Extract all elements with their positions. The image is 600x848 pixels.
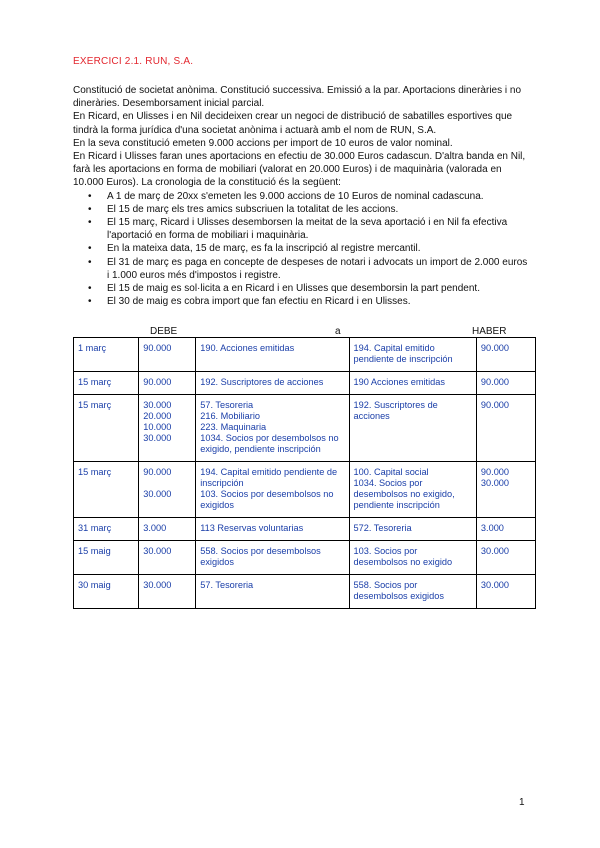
a-header: a bbox=[335, 326, 341, 337]
entry-date: 31 març bbox=[74, 518, 139, 541]
haber-amount bbox=[476, 372, 535, 395]
debe-amount bbox=[139, 395, 196, 462]
debe-account bbox=[196, 372, 349, 395]
journal-entry-row bbox=[74, 518, 536, 541]
haber-amount-line: 30.000 bbox=[480, 546, 510, 556]
exercise-statement bbox=[73, 84, 529, 308]
debe-amount-line: 30.000 bbox=[143, 580, 172, 590]
debe-account-line: 113 Reservas voluntarias bbox=[200, 523, 304, 533]
debe-amount-line: 20.000 bbox=[143, 411, 172, 421]
journal-entry-row bbox=[74, 372, 536, 395]
haber-account-line: 194. Capital emitido pendiente de inscripción bbox=[353, 343, 453, 364]
chronology-item: • El 31 de març es paga en concepte de despeses de notari i advocats un import de 2.000 euros i 1.000 euros més d'impostos i registre. bbox=[107, 256, 529, 282]
chronology-item: • El 15 de maig es sol·licita a en Ricard i en Ulisses que desemborsin la part pendent. bbox=[107, 282, 529, 295]
haber-account bbox=[349, 575, 476, 609]
debe-amount-line: 30.000 bbox=[143, 546, 172, 556]
statement-paragraph: En Ricard, en Ulisses i en Nil decideixen crear un negoci de distribució de sabatilles esportives que tindrà la forma jurídica d'una societat anònima i actuarà amb el nom de RUN, S.A. bbox=[73, 111, 513, 136]
journal-entry-row bbox=[74, 338, 536, 372]
chronology-item: • A 1 de març de 20xx s'emeten les 9.000 accions de 10 Euros de nominal cadascuna. bbox=[107, 190, 529, 203]
debe-account-line: 190. Acciones emitidas bbox=[200, 343, 295, 353]
haber-amount-line: 90.000 bbox=[480, 377, 510, 387]
debe-amount-line: 30.000 bbox=[143, 400, 172, 410]
exercise-title: EXERCICI 2.1. RUN, S.A. bbox=[73, 56, 194, 67]
debe-account-line: 192. Suscriptores de acciones bbox=[200, 377, 324, 387]
debe-amount bbox=[139, 541, 196, 575]
entry-date: 1 març bbox=[74, 338, 139, 372]
entry-date: 15 maig bbox=[74, 541, 139, 575]
chronology-item: • En la mateixa data, 15 de març, es fa la inscripció al registre mercantil. bbox=[107, 242, 529, 255]
debe-amount-line: 10.000 bbox=[143, 422, 172, 432]
debe-header: DEBE bbox=[150, 326, 178, 337]
debe-account bbox=[196, 462, 349, 518]
debe-amount-line: 90.000 bbox=[143, 377, 172, 387]
debe-amount-line: 30.000 bbox=[143, 433, 172, 443]
haber-amount bbox=[476, 518, 535, 541]
debe-account bbox=[196, 575, 349, 609]
journal-table bbox=[73, 337, 536, 609]
debe-amount bbox=[139, 518, 196, 541]
debe-account-line: 57. Tesoreria bbox=[200, 400, 254, 410]
chronology-item: • El 15 de març els tres amics subscriuen la totalitat de les accions. bbox=[107, 203, 529, 216]
journal-entry-row bbox=[74, 541, 536, 575]
haber-account bbox=[349, 541, 476, 575]
debe-account bbox=[196, 518, 349, 541]
haber-amount bbox=[476, 395, 535, 462]
journal-body bbox=[74, 338, 536, 609]
debe-amount bbox=[139, 372, 196, 395]
haber-amount bbox=[476, 541, 535, 575]
haber-amount-line: 90.000 bbox=[480, 343, 510, 353]
haber-amount-line: 90.000 bbox=[480, 400, 510, 410]
debe-amount-line: 90.000 bbox=[143, 467, 172, 477]
statement-paragraph: En la seva constitució emeten 9.000 accions per import de 10 euros de valor nominal. bbox=[73, 137, 453, 149]
haber-amount bbox=[476, 462, 535, 518]
debe-amount bbox=[139, 338, 196, 372]
haber-amount-line: 3.000 bbox=[480, 523, 504, 533]
haber-amount-line: 90.000 bbox=[480, 467, 510, 477]
debe-account bbox=[196, 395, 349, 462]
haber-account bbox=[349, 462, 476, 518]
haber-account bbox=[349, 372, 476, 395]
debe-amount-line bbox=[143, 478, 191, 489]
haber-amount-line: 30.000 bbox=[480, 478, 510, 488]
journal-entry-row bbox=[74, 462, 536, 518]
statement-paragraph: En Ricard i Ulisses faran unes aportacions en efectiu de 30.000 Euros cadascun. D'altra banda en Nil, farà les aportacions en forma de mobiliari (valorat en 20.000 Euros) i de maquinària (valorada en 10.000 Euros). La cronologia de la constitució és la següent: bbox=[73, 151, 526, 189]
haber-account-line: 558. Socios por desembolsos exigidos bbox=[353, 580, 444, 601]
haber-header: HABER bbox=[472, 326, 507, 337]
debe-account bbox=[196, 338, 349, 372]
haber-account-line: 1034. Socios por desembolsos no exigido, pendiente inscripción bbox=[353, 478, 455, 510]
debe-amount-line: 3.000 bbox=[143, 523, 167, 533]
journal-entry-row bbox=[74, 575, 536, 609]
page-number: 1 bbox=[519, 797, 525, 808]
debe-account bbox=[196, 541, 349, 575]
haber-account-line: 103. Socios por desembolsos no exigido bbox=[353, 546, 453, 567]
debe-account-line: 223. Maquinaria bbox=[200, 422, 267, 432]
entry-date: 15 març bbox=[74, 462, 139, 518]
entry-date: 15 març bbox=[74, 395, 139, 462]
haber-account-line: 190 Acciones emitidas bbox=[353, 377, 445, 387]
debe-account-line: 194. Capital emitido pendiente de inscripción bbox=[200, 467, 338, 488]
debe-account-line: 558. Socios por desembolsos exigidos bbox=[200, 546, 321, 567]
haber-account-line: 572. Tesoreria bbox=[353, 523, 412, 533]
debe-account-line: 57. Tesoreria bbox=[200, 580, 254, 590]
haber-amount bbox=[476, 575, 535, 609]
debe-account-line: 216. Mobiliario bbox=[200, 411, 260, 421]
chronology-item: • El 30 de maig es cobra import que fan efectiu en Ricard i en Ulisses. bbox=[107, 295, 529, 308]
chronology-list bbox=[73, 190, 529, 309]
haber-account-line: 100. Capital social bbox=[353, 467, 429, 477]
haber-amount bbox=[476, 338, 535, 372]
debe-amount bbox=[139, 462, 196, 518]
haber-amount-line: 30.000 bbox=[480, 580, 510, 590]
haber-account bbox=[349, 395, 476, 462]
debe-account-line: 1034. Socios por desembolsos no exigido, pendiente inscripción bbox=[200, 433, 339, 454]
debe-amount-line: 90.000 bbox=[143, 343, 172, 353]
chronology-item: • El 15 març, Ricard i Ulisses desemborsen la meitat de la seva aportació i en Nil fa efectiva l'aportació en forma de mobiliari i maquinària. bbox=[107, 216, 529, 242]
debe-amount-line: 30.000 bbox=[143, 489, 172, 499]
journal-entry-row bbox=[74, 395, 536, 462]
haber-account bbox=[349, 518, 476, 541]
haber-account-line: 192. Suscriptores de acciones bbox=[353, 400, 438, 421]
debe-account-line: 103. Socios por desembolsos no exigidos bbox=[200, 489, 334, 510]
haber-account bbox=[349, 338, 476, 372]
statement-subtitle: Constitució de societat anònima. Constitució successiva. Emissió a la par. Aportacions dineràries i no dineràries. Desemborsament inicial parcial. bbox=[73, 85, 522, 110]
entry-date: 30 maig bbox=[74, 575, 139, 609]
debe-amount bbox=[139, 575, 196, 609]
entry-date: 15 març bbox=[74, 372, 139, 395]
